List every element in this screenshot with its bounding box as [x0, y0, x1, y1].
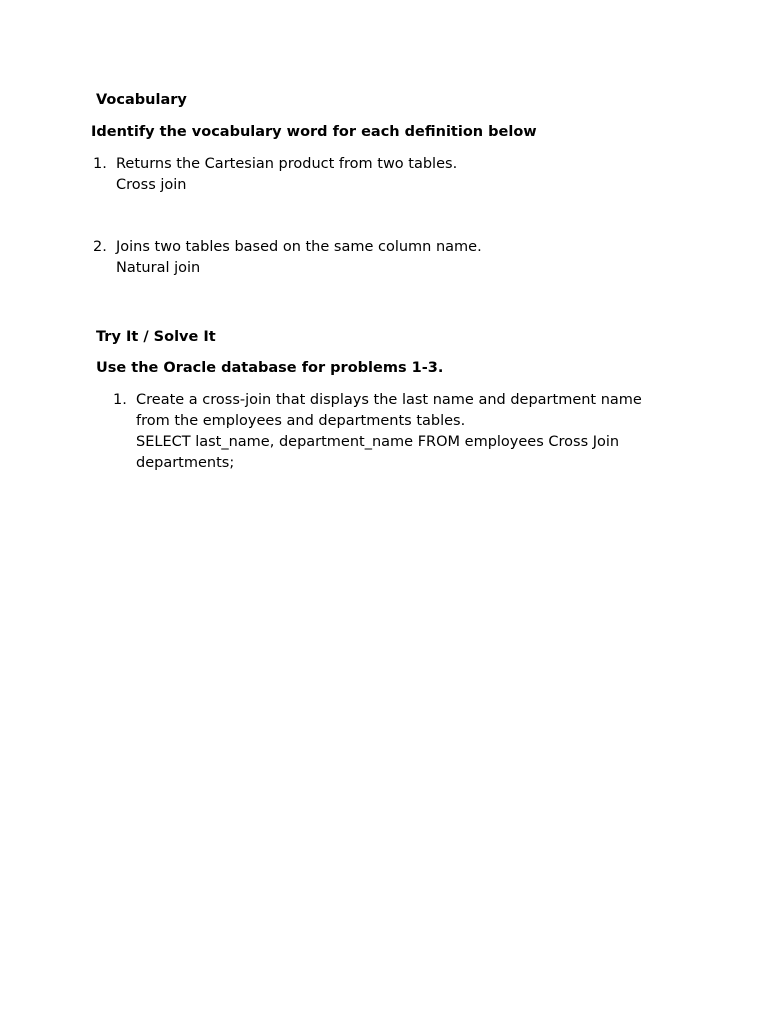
- problem-prompt-line: Create a cross-join that displays the last name and department name: [136, 392, 642, 408]
- vocabulary-title: Vocabulary: [96, 92, 187, 108]
- item-answer: Cross join: [116, 177, 187, 193]
- problem-answer-line: departments;: [136, 455, 235, 471]
- item-definition: Returns the Cartesian product from two tables.: [116, 156, 458, 172]
- item-definition: Joins two tables based on the same column name.: [116, 239, 482, 255]
- item-number: 1.: [93, 156, 107, 172]
- problem-answer-line: SELECT last_name, department_name FROM employees Cross Join: [136, 434, 620, 450]
- problem-number: 1.: [113, 392, 127, 408]
- try-it-title: Try It / Solve It: [96, 329, 216, 345]
- vocabulary-item: [93, 154, 693, 198]
- vocabulary-instruction: Identify the vocabulary word for each definition below: [91, 124, 537, 140]
- item-answer: Natural join: [116, 260, 201, 276]
- problem-item: [113, 390, 753, 478]
- item-number: 2.: [93, 239, 107, 255]
- problem-prompt-line: from the employees and departments tables.: [136, 413, 466, 429]
- vocabulary-item: [93, 237, 693, 281]
- try-it-instruction: Use the Oracle database for problems 1-3.: [96, 360, 444, 376]
